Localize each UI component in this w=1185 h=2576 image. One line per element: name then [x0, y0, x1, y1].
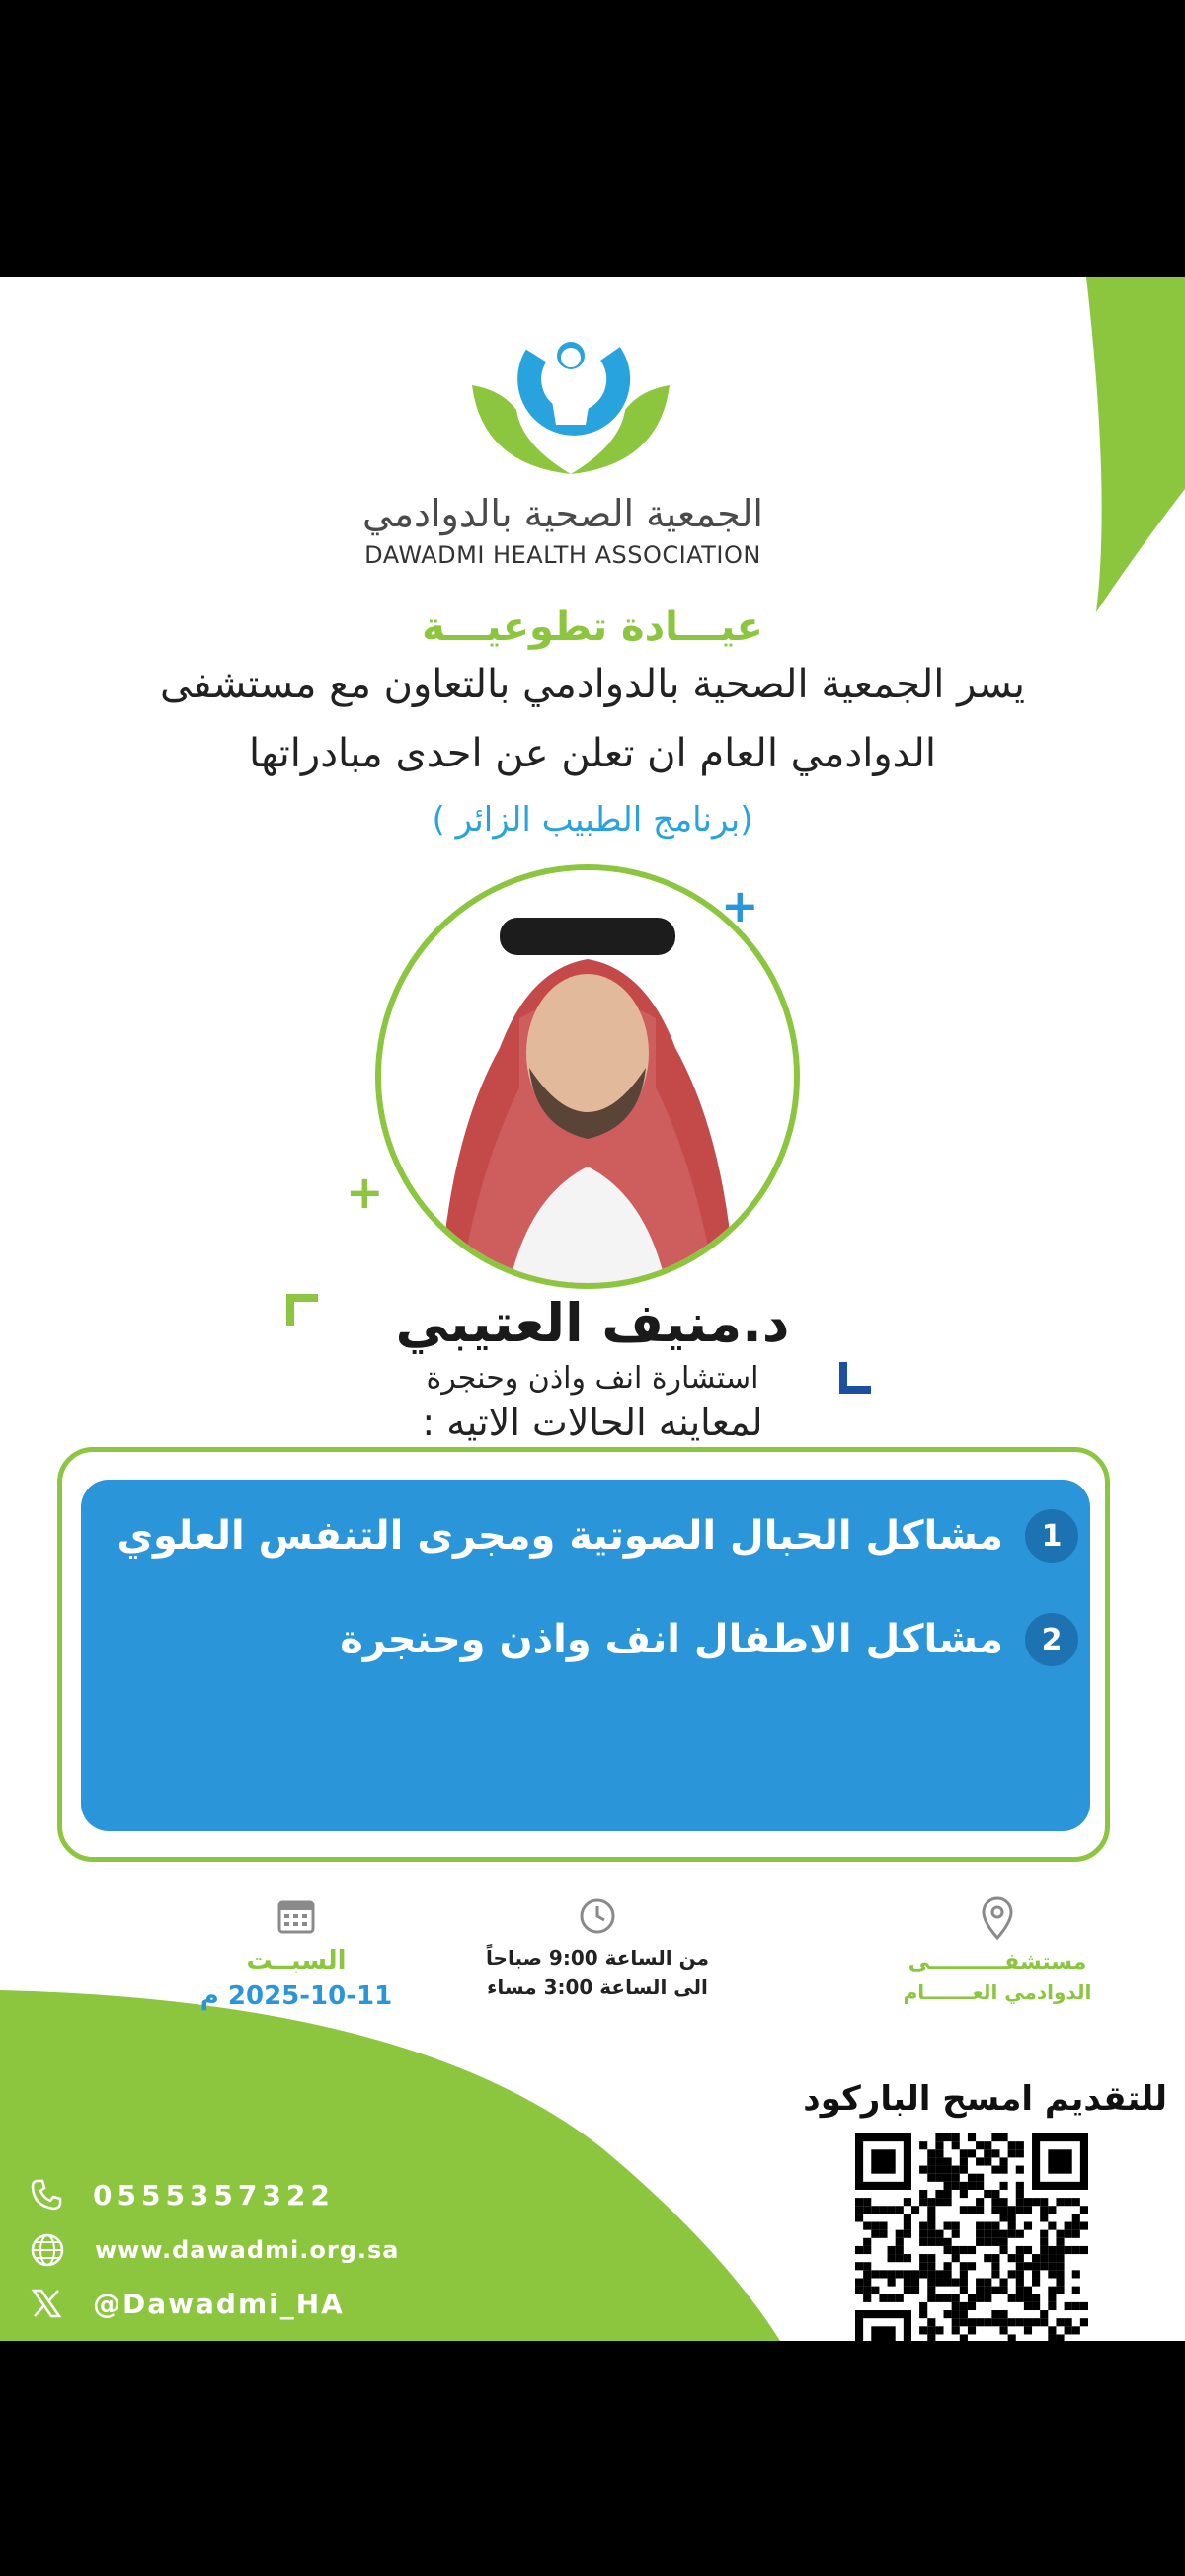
time-info — [474, 1896, 721, 1999]
case-item — [340, 1613, 1078, 1666]
cases-title: لمعاينه الحالات الاتيه : — [296, 1401, 889, 1444]
case-number: 1 — [1025, 1509, 1078, 1563]
clinic-title: عيـــادة تطوعيـــة — [422, 604, 763, 650]
program-name: (برنامج الطبيب الزائر ) — [432, 800, 753, 840]
date-info — [178, 1896, 415, 2011]
announcement-line-2: الدوادمي العام ان تعلن عن احدى مبادراتها — [249, 731, 936, 776]
time-to: الى الساعة 3:00 مساء — [487, 1975, 708, 1999]
green-corner-decoration — [1017, 277, 1185, 612]
case-item — [117, 1509, 1078, 1563]
qr-code[interactable] — [855, 2133, 1088, 2341]
organization-name-arabic: الجمعية الصحية بالدوادمي — [362, 492, 763, 535]
clock-icon — [578, 1896, 617, 1936]
contact-social — [30, 2287, 345, 2320]
time-from: من الساعة 9:00 صباحاً — [486, 1946, 709, 1970]
location-line-1: مستشفــــــــــى — [908, 1950, 1087, 1974]
plus-decoration: + — [721, 879, 759, 932]
case-text: مشاكل الاطفال انف واذن وحنجرة — [340, 1617, 1003, 1662]
contact-phone — [30, 2178, 335, 2212]
association-logo — [462, 326, 679, 484]
day-label: السبــت — [246, 1946, 347, 1975]
announcement-line-1: يسر الجمعية الصحية بالدوادمي بالتعاون مع مستشفى — [160, 662, 1025, 707]
location-info — [869, 1896, 1126, 2004]
case-text: مشاكل الحبال الصوتية ومجرى التنفس العلوي — [117, 1513, 1003, 1559]
doctor-photo — [375, 864, 800, 1289]
social-handle[interactable]: @Dawadmi_HA — [93, 2287, 345, 2320]
phone-icon — [30, 2178, 63, 2212]
organization-name-english: DAWADMI HEALTH ASSOCIATION — [364, 541, 761, 569]
date-label: 2025-10-11 م — [199, 1981, 393, 2011]
doctor-name: د.منيف العتيبي — [395, 1292, 790, 1354]
globe-icon — [30, 2232, 65, 2268]
phone-number: 0555357322 — [93, 2178, 335, 2212]
location-pin-icon — [978, 1896, 1017, 1940]
calendar-icon — [276, 1896, 316, 1936]
x-logo-icon — [30, 2287, 63, 2320]
plus-decoration: + — [346, 1166, 384, 1219]
poster — [0, 277, 1185, 2341]
qr-title: للتقديم امسح الباركود — [803, 2079, 1167, 2119]
doctor-specialty: استشارة انف واذن وحنجرة — [426, 1361, 759, 1396]
location-line-2: الدوادمي العـــــــام — [903, 1980, 1092, 2004]
website-url[interactable]: www.dawadmi.org.sa — [95, 2236, 400, 2264]
contact-website — [30, 2232, 399, 2268]
case-number: 2 — [1025, 1613, 1078, 1666]
